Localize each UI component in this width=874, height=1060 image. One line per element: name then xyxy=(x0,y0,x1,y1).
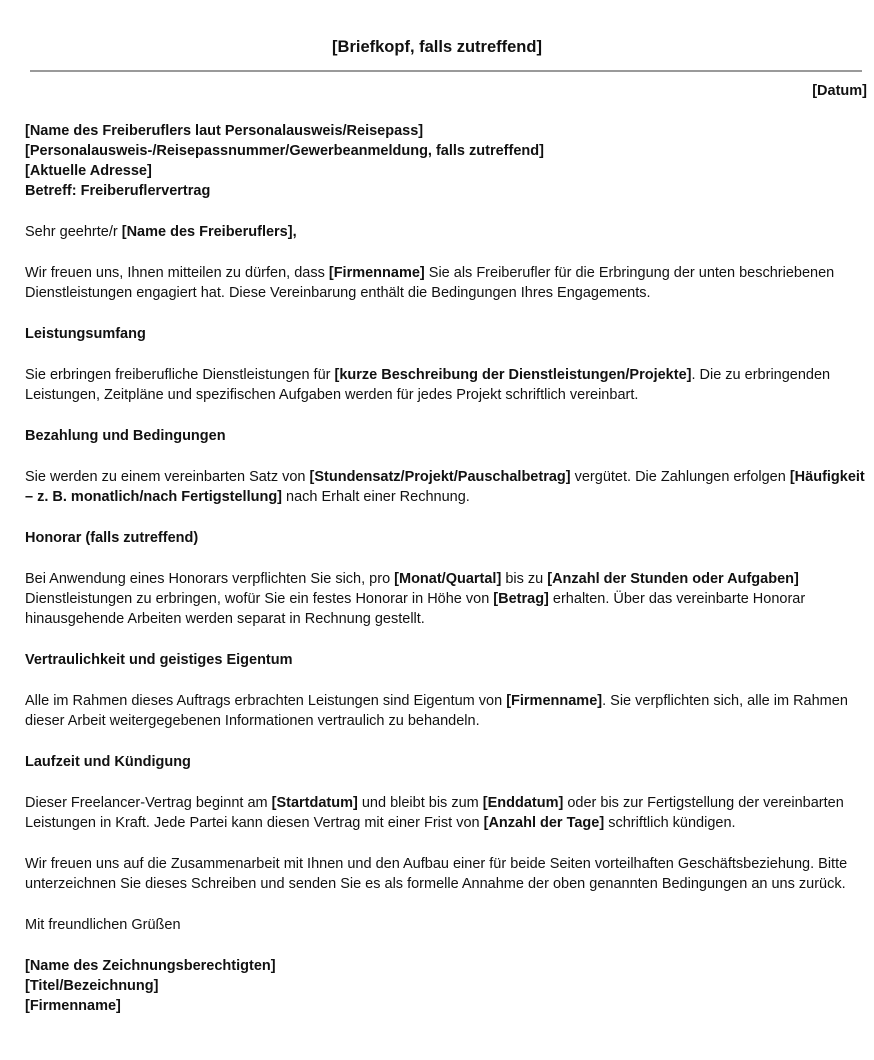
placeholder-end-date: [Enddatum] xyxy=(482,795,564,811)
scope-text: . Die zu erbringenden Leistungen, Zeitpläne und spezifischen Aufgaben werden für jedes Projekt schriftlich vereinbart. xyxy=(25,367,831,403)
heading-payment: Bezahlung und Bedingungen xyxy=(25,428,226,444)
intro-text: Wir freuen uns, Ihnen mitteilen zu dürfen, dass xyxy=(25,265,329,281)
recipient-address: [Aktuelle Adresse] xyxy=(25,163,152,179)
confidentiality-paragraph xyxy=(25,691,870,731)
recipient-block xyxy=(25,121,870,201)
term-text: oder bis zur Fertigstellung der vereinbarten Leistungen in Kraft. Jede Partei kann diesen Vertrag mit einer Frist von xyxy=(25,795,844,831)
confidentiality-text: Alle im Rahmen dieses Auftrags erbrachten Leistungen sind Eigentum von xyxy=(25,693,507,709)
regards: Mit freundlichen Grüßen xyxy=(25,917,181,933)
salutation-prefix: Sehr geehrte/r xyxy=(25,224,122,240)
confidentiality-text: . Sie verpflichten sich, alle im Rahmen dieser Arbeit weitergegebenen Informationen vertraulich zu behandeln. xyxy=(25,693,848,729)
term-text: schriftlich kündigen. xyxy=(604,815,736,831)
placeholder-company: [Firmenname] xyxy=(328,265,425,281)
heading-confidentiality: Vertraulichkeit und geistiges Eigentum xyxy=(25,652,293,668)
placeholder-notice-days: [Anzahl der Tage] xyxy=(483,815,605,831)
recipient-id-number: [Personalausweis-/Reisepassnummer/Gewerbeanmeldung, falls zutreffend] xyxy=(25,143,544,159)
intro-text: Sie als Freiberufler für die Erbringung der unten beschriebenen Dienstleistungen engagiert hat. Diese Vereinbarung enthält die Bedingungen Ihres Engagements. xyxy=(25,265,835,301)
salutation-name: [Name des Freiberuflers], xyxy=(121,224,297,240)
term-paragraph xyxy=(25,793,870,833)
signature-block xyxy=(25,956,870,1016)
signatory-title: [Titel/Bezeichnung] xyxy=(25,978,159,994)
scope-paragraph xyxy=(25,365,870,405)
signatory-name: [Name des Zeichnungsberechtigten] xyxy=(25,958,276,974)
intro-paragraph xyxy=(25,263,870,303)
recipient-name: [Name des Freiberuflers laut Personalausweis/Reisepass] xyxy=(25,123,424,139)
term-text: Dieser Freelancer-Vertrag beginnt am xyxy=(25,795,272,811)
date: [Datum] xyxy=(812,83,867,99)
term-text: und bleibt bis zum xyxy=(357,795,483,811)
placeholder-rate: [Stundensatz/Projekt/Pauschalbetrag] xyxy=(309,469,571,485)
placeholder-start-date: [Startdatum] xyxy=(271,795,358,811)
placeholder-period: [Monat/Quartal] xyxy=(394,571,502,587)
payment-text: vergütet. Die Zahlungen erfolgen xyxy=(570,469,790,485)
heading-scope: Leistungsumfang xyxy=(25,326,146,342)
placeholder-services: [kurze Beschreibung der Dienstleistungen/Projekte] xyxy=(334,367,692,383)
signatory-company: [Firmenname] xyxy=(25,998,121,1014)
salutation xyxy=(25,222,870,242)
heading-term: Laufzeit und Kündigung xyxy=(25,754,191,770)
placeholder-amount: [Betrag] xyxy=(493,591,549,607)
retainer-text: Dienstleistungen zu erbringen, wofür Sie ein festes Honorar in Höhe von xyxy=(25,591,494,607)
placeholder-frequency: [Häufigkeit – z. B. monatlich/nach Fertigstellung] xyxy=(25,469,865,505)
closing-paragraph: Wir freuen uns auf die Zusammenarbeit mit Ihnen und den Aufbau einer für beide Seiten vorteilhaften Geschäftsbeziehung. Bitte unterzeichnen Sie dieses Schreiben und senden Sie es als formelle Annahme der oben genannten Bedingungen an uns zurück. xyxy=(25,856,848,892)
placeholder-hours-tasks: [Anzahl der Stunden oder Aufgaben] xyxy=(547,571,799,587)
letter-body xyxy=(25,121,870,1016)
scope-text: Sie erbringen freiberufliche Dienstleistungen für xyxy=(25,367,335,383)
retainer-text: Bei Anwendung eines Honorars verpflichten Sie sich, pro xyxy=(25,571,395,587)
header-divider xyxy=(30,70,862,72)
retainer-text: bis zu xyxy=(501,571,548,587)
payment-paragraph xyxy=(25,467,870,507)
retainer-text: erhalten. Über das vereinbarte Honorar hinausgehende Arbeiten werden separat in Rechnung gestellt. xyxy=(25,591,806,627)
heading-retainer: Honorar (falls zutreffend) xyxy=(25,530,199,546)
subject-line: Betreff: Freiberuflervertrag xyxy=(25,183,211,199)
placeholder-company: [Firmenname] xyxy=(506,693,603,709)
retainer-paragraph xyxy=(25,569,870,629)
letterhead: [Briefkopf, falls zutreffend] xyxy=(332,38,542,56)
payment-text: nach Erhalt einer Rechnung. xyxy=(282,489,470,505)
payment-text: Sie werden zu einem vereinbarten Satz von xyxy=(25,469,310,485)
